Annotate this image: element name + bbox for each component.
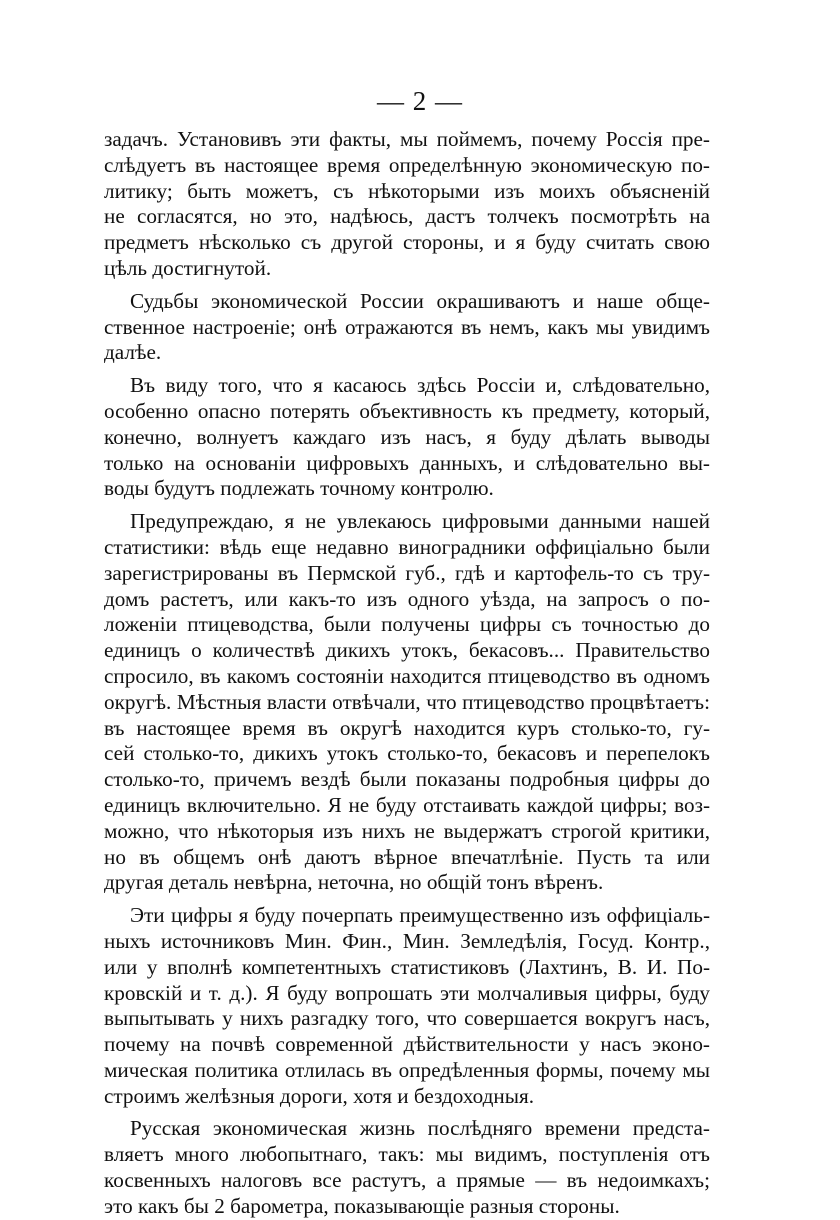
text-line: ложеніи птицеводства, были получены цифры съ точностью до	[104, 612, 710, 637]
text-line: другая деталь невѣрна, неточна, но общій тонъ вѣренъ.	[104, 870, 604, 895]
text-line: столько-то, причемъ вездѣ были показаны подробныя цифры до	[104, 767, 710, 792]
text-line: единицъ о количествѣ дикихъ утокъ, бекасовъ... Правительство	[104, 638, 710, 663]
text-line: мическая политика отлилась въ опредѣленныя формы, почему мы	[104, 1057, 710, 1082]
text-line: строимъ желѣзныя дороги, хотя и бездоходныя.	[104, 1083, 535, 1108]
paragraph-gap	[104, 282, 710, 289]
page-number: — 2 —	[377, 86, 463, 116]
text-line: кровскій и т. д.). Я буду вопрошать эти молчаливыя цифры, буду	[104, 980, 710, 1005]
text-line: Въ виду того, что я касаюсь здѣсь Россіи и, слѣдовательно,	[130, 373, 710, 398]
paragraph	[104, 289, 710, 366]
text-line: литику; быть можетъ, съ нѣкоторыми изъ моихъ объясненій	[104, 178, 710, 203]
text-line: Судьбы экономической России окрашиваютъ и наше обще-	[130, 288, 710, 313]
text-line: задачъ. Установивъ эти факты, мы поймемъ, почему Россія пре-	[104, 127, 710, 151]
text-line: ственное настроеніе; онѣ отражаются въ немъ, какъ мы увидимъ	[104, 314, 710, 339]
paragraph-gap	[104, 1109, 710, 1116]
text-line: можно, что нѣкоторыя изъ нихъ не выдержатъ строгой критики,	[104, 818, 710, 843]
text-line: въ настоящее время въ округѣ находится куръ столько-то, гу-	[104, 715, 710, 740]
text-line: предметъ нѣсколько съ другой стороны, и я буду считать свою	[104, 230, 710, 255]
text-line: воды будутъ подлежать точному контролю.	[104, 476, 494, 501]
text-line: но въ общемъ онѣ даютъ вѣрное впечатлѣніе. Пусть та или	[104, 844, 710, 869]
text-line: не согласятся, но это, надѣюсь, дастъ толчекъ посмотрѣть на	[104, 204, 710, 229]
text-line: округѣ. Мѣстныя власти отвѣчали, что птицеводство процвѣтаетъ:	[104, 689, 710, 714]
text-line: Эти цифры я буду почерпать преимущественно изъ оффиціаль-	[130, 903, 710, 928]
page-text	[104, 127, 710, 1220]
paragraph	[104, 127, 710, 282]
paragraph	[104, 1116, 710, 1219]
text-line: вляетъ много любопытнаго, такъ: мы видимъ, поступленія отъ	[104, 1142, 710, 1167]
paragraph-gap	[104, 896, 710, 903]
paragraph	[104, 509, 710, 896]
paragraph	[104, 373, 710, 502]
text-line: почему на почвѣ современной дѣйствительности у насъ эконо-	[104, 1032, 710, 1057]
text-line: спросило, въ какомъ состояніи находится птицеводство въ одномъ	[104, 663, 710, 688]
text-line: зарегистрированы въ Пермской губ., гдѣ и картофель-то съ тру-	[104, 560, 710, 585]
paragraph-gap	[104, 366, 710, 373]
text-line: сей столько-то, дикихъ утокъ столько-то, бекасовъ и перепелокъ	[104, 741, 710, 766]
text-line: Русская экономическая жизнь послѣдняго времени предста-	[130, 1116, 710, 1141]
text-line: цѣль достигнутой.	[104, 255, 272, 280]
text-line: только на основаніи цифровыхъ данныхъ, и слѣдовательно вы-	[104, 450, 710, 475]
text-line: особенно опасно потерять объективность къ предмету, который,	[104, 398, 710, 423]
text-line: статистики: вѣдь еще недавно виноградники оффиціально были	[104, 534, 710, 559]
text-line: или у вполнѣ компетентныхъ статистиковъ (Лахтинъ, В. И. По-	[104, 954, 710, 979]
text-line: домъ растетъ, или какъ-то изъ одного уѣзда, на запросъ о по-	[104, 586, 710, 611]
text-line: косвенныхъ налоговъ все растутъ, а прямые — въ недоимкахъ;	[104, 1168, 710, 1193]
text-line: это какъ бы 2 барометра, показывающіе разныя стороны.	[104, 1193, 620, 1218]
paragraph-gap	[104, 502, 710, 509]
text-line: единицъ включительно. Я не буду отстаивать каждой цифры; воз-	[104, 792, 710, 817]
text-line: далѣе.	[104, 340, 162, 365]
text-line: Предупреждаю, я не увлекаюсь цифровыми данными нашей	[130, 509, 710, 534]
text-line: слѣдуетъ въ настоящее время определѣнную экономическую по-	[104, 152, 710, 177]
text-line: выпытывать у нихъ разгадку того, что совершается вокругъ насъ,	[104, 1006, 710, 1031]
text-line: ныхъ источниковъ Мин. Фин., Мин. Земледѣлія, Госуд. Контр.,	[104, 928, 710, 953]
paragraph	[104, 903, 710, 1109]
text-line: конечно, волнуетъ каждаго изъ насъ, я буду дѣлать выводы	[104, 424, 710, 449]
